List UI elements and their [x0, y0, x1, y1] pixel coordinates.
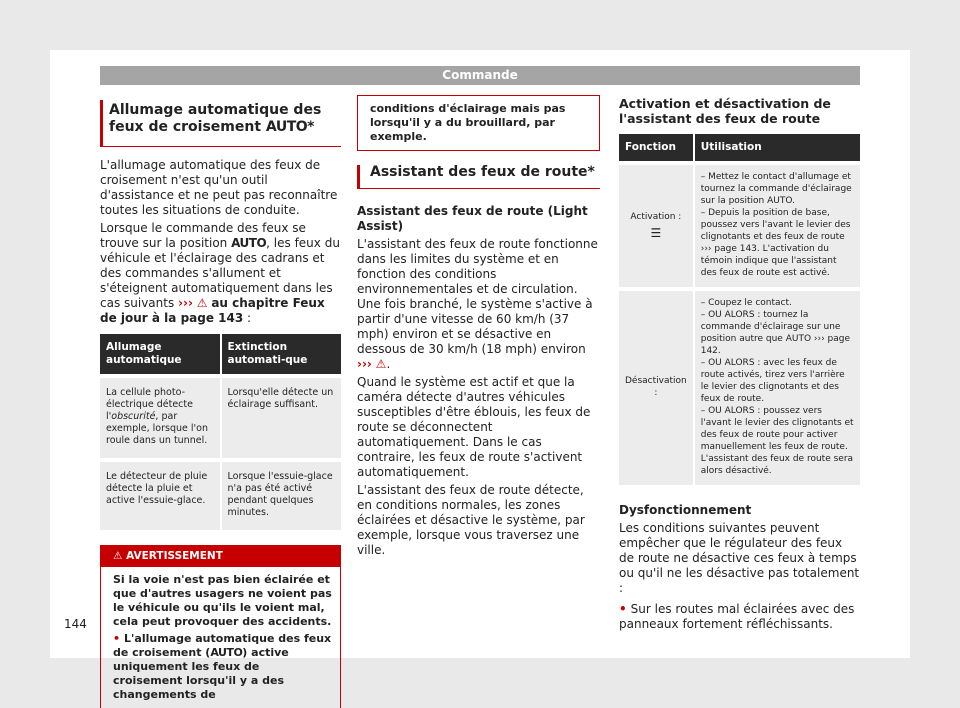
table-row — [100, 376, 341, 460]
instruction-line: – OU ALORS : poussez vers l'avant le levier des clignotants et des feux de route pour activer manuellement les feux de route. L'assistant des feux de route sera alors désactivé. — [700, 406, 854, 476]
text: , les feux du véhicule et l'éclairage des cadrans et des commandes s'allument et s'éteignent automatiquement dans les cas suivants — [100, 236, 340, 310]
instruction-line: – OU ALORS : tournez la commande d'éclairage sur une position autre que AUTO ››› page 142. — [700, 310, 851, 356]
page-number: 144 — [64, 617, 87, 631]
table-row — [100, 460, 341, 530]
table-cell — [619, 163, 694, 289]
auto-symbol: AUTO — [231, 236, 267, 250]
table-cell: Lorsque l'essuie-glace n'a pas été activé pendant quelques minutes. — [221, 460, 342, 530]
table-cell: Lorsqu'elle détecte un éclairage suffisant. — [221, 376, 342, 460]
text: Lorsque le commande des feux se trouve sur la position — [100, 221, 306, 250]
column-middle — [357, 95, 600, 561]
auto-symbol: AUTO* — [265, 119, 314, 135]
warning-title: AVERTISSEMENT — [126, 550, 223, 562]
warning-box-continued: conditions d'éclairage mais pas lorsqu'il y a du brouillard, par exemple. — [357, 95, 600, 151]
cross-reference-link[interactable]: au chapitre Feux de jour à la page 143 — [100, 296, 325, 325]
section-heading — [100, 100, 341, 147]
paragraph: Les conditions suivantes peuvent empêcher que le régulateur des feux de route ne désactive ces feux à temps ou qu'il ne les désactive pas totalement : — [619, 521, 860, 595]
table-header: Utilisation — [694, 134, 860, 163]
column-left — [100, 100, 341, 708]
table-row — [619, 289, 860, 485]
table-header: Extinction automati-que — [221, 334, 342, 376]
bullet-item: • Sur les routes mal éclairées avec des panneaux fortement réfléchissants. — [619, 602, 855, 631]
light-assist-icon: ☰ — [650, 226, 662, 240]
warning-body — [101, 567, 340, 708]
instruction-line: – Mettez le contact d'allumage et tournez la commande d'éclairage sur la position AUTO. — [700, 172, 852, 206]
table-cell: Le détecteur de pluie détecte la pluie et active l'essuie-glace. — [100, 460, 221, 530]
table-row — [619, 163, 860, 289]
subsection-title: Dysfonctionnement — [619, 503, 752, 517]
warning-text: Si la voie n'est pas bien éclairée et que d'autres usagers ne voient pas le véhicule ou qu'ils le voient mal, cela peut provoquer des accidents. — [113, 573, 332, 628]
warning-header — [101, 546, 340, 567]
table-header: Allumage automatique — [100, 334, 221, 376]
table-title: Activation et désactivation de l'assistant des feux de route — [619, 96, 831, 126]
table-header: Fonction — [619, 134, 694, 163]
table-cell — [694, 289, 860, 485]
bullet-icon: • — [113, 632, 121, 645]
cross-reference-arrow[interactable]: ››› — [178, 296, 193, 310]
column-right — [619, 96, 860, 635]
section-title: Assistant des feux de route* — [357, 165, 600, 189]
auto-lights-table — [100, 334, 341, 530]
instruction-line: – Depuis la position de base, poussez vers l'avant le levier des clignotants et des feux de route ››› page 143. L'activation du témoin indique que l'assistant des feux de route est activé. — [700, 208, 851, 278]
cross-reference-arrow[interactable]: ››› — [357, 357, 372, 371]
paragraph: L'assistant des feux de route fonctionne dans les limites du système et en fonction des conditions environnementales et de circulation. Une fois branché, le système s'active à partir d'une vitesse de 60 km/h (37 mph) environ et se désactive en dessous de 30 km/h (18 mph) environ ››› ⚠. — [357, 237, 598, 371]
warning-triangle-icon: ⚠ — [196, 296, 208, 310]
warning-box — [100, 545, 341, 708]
paragraph: Quand le système est actif et que la caméra détecte d'autres véhicules susceptibles d'être éblouis, les feux de route se déconnectent automatiquement. Dans le cas contraire, les feux de route s'activent automatiquement. — [357, 375, 591, 479]
section-title — [109, 102, 341, 136]
paragraph: L'allumage automatique des feux de croisement n'est qu'un outil d'assistance et ne peut pas reconnaître toutes les situations de conduite. — [100, 158, 338, 217]
table-cell — [694, 163, 860, 289]
paragraph — [100, 221, 341, 326]
function-label: Activation : — [630, 212, 682, 222]
instruction-line: – OU ALORS : avec les feux de route activés, tirez vers l'arrière le levier des clignotants et des feux de route. — [700, 358, 845, 404]
table-cell: Désactivation : — [619, 289, 694, 485]
table-cell: La cellule photo-électrique détecte l'obscurité, par exemple, lorsque l'on roule dans un tunnel. — [100, 376, 221, 460]
subsection-title: Assistant des feux de route (Light Assist) — [357, 204, 588, 233]
section-title-text: Allumage automatique des feux de croisement — [109, 102, 322, 135]
text: : — [243, 311, 252, 325]
warning-bullet: • L'allumage automatique des feux de croisement (AUTO) active uniquement les feux de croisement lorsqu'il y a des changements de — [113, 632, 332, 701]
light-assist-table — [619, 134, 860, 485]
warning-triangle-icon: ⚠ — [375, 357, 387, 371]
chapter-header: Commande — [100, 66, 860, 85]
instruction-line: – Coupez le contact. — [700, 298, 792, 308]
warning-triangle-icon: ⚠ — [113, 550, 123, 562]
bullet-icon: • — [619, 602, 627, 616]
paragraph: L'assistant des feux de route détecte, en conditions normales, les zones éclairées et désactive le système, par exemple, lorsque vous traversez une ville. — [357, 483, 585, 557]
